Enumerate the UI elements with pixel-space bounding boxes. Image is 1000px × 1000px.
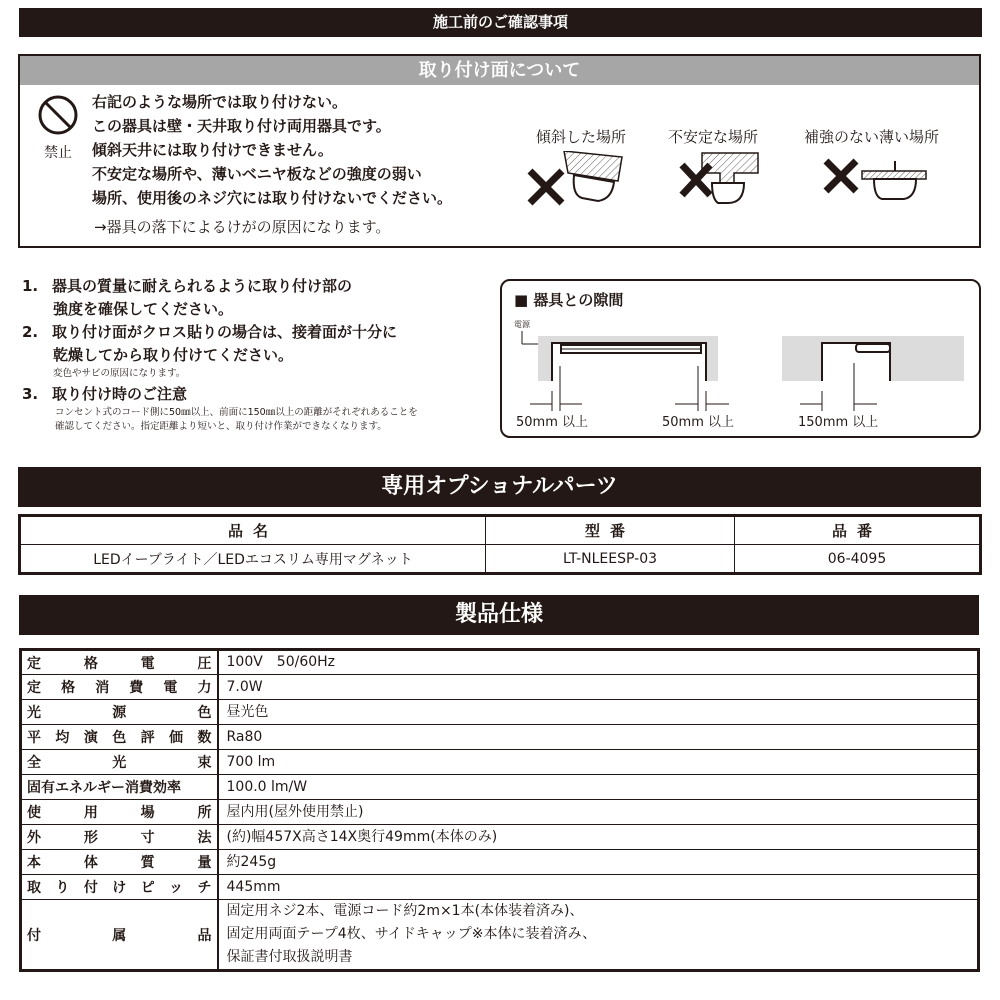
note-subtext: 確認してください。指定距離より短いと、取り付け作業ができなくなります。 (55, 421, 387, 432)
spec-value-line: 屋内用(屋外使用禁止) (226, 803, 364, 820)
spec-key-char: 属 (112, 927, 127, 944)
spec-value (218, 700, 979, 725)
spec-key-text (27, 702, 212, 722)
spec-key-text (27, 925, 212, 945)
thin-board-cross-icon (812, 151, 932, 207)
spec-value-line: 固定用両面テープ4枚、サイドキャップ※本体に装着済み、 (226, 926, 597, 942)
spec-key-char: 均 (55, 730, 70, 746)
spec-key-char: 定 (27, 680, 41, 696)
note-item-1 (22, 275, 492, 298)
spec-key-char: け (112, 880, 127, 896)
spec-key-text (27, 727, 212, 747)
illustration-label: 補強のない薄い場所 (804, 128, 940, 146)
mounting-warning-text (92, 90, 452, 240)
spec-key (21, 725, 218, 750)
illustration-thin-board (804, 126, 939, 207)
spec-key-char: 評 (140, 730, 155, 746)
mounting-surface-panel (18, 54, 981, 248)
spec-key-char: 付 (27, 927, 41, 944)
spec-key-char: 全 (27, 755, 41, 771)
spec-key-text (27, 802, 212, 822)
spec-key-char: 使 (27, 805, 41, 821)
spec-value-line: 100.0 lm/W (226, 778, 308, 795)
note-item-3 (22, 383, 492, 406)
spec-key-char: 量 (197, 855, 212, 871)
note-number: 3. (22, 385, 39, 403)
clearance-title: ■ 器具との隙間 (514, 291, 624, 309)
spec-key-char: 光 (27, 705, 41, 721)
spec-key (21, 900, 218, 971)
illustration-unstable (658, 126, 768, 207)
clearance-front-label: 150mm 以上 (798, 415, 879, 430)
spec-key-char: 平 (27, 730, 41, 746)
prohibit-mark (36, 94, 80, 162)
spec-key (21, 675, 218, 700)
options-table (18, 514, 982, 575)
spec-key-text (27, 677, 212, 697)
table-row (21, 750, 979, 775)
spec-key-char: 圧 (197, 655, 212, 672)
spec-value-line: 固定用ネジ2本、電源コード約2m×1本(本体装着済み)、 (226, 903, 584, 919)
spec-key-char: り (55, 880, 70, 896)
spec-key-char: 色 (112, 730, 127, 746)
spec-key-char: 取 (27, 880, 41, 896)
table-row (21, 700, 979, 725)
spec-value (218, 750, 979, 775)
spec-key-char: 質 (140, 855, 155, 871)
table-row (21, 775, 979, 800)
spec-key-char: ピ (140, 880, 155, 896)
spec-key-char: 格 (61, 680, 76, 696)
note-text: 器具の質量に耐えられるように取り付け部の (52, 277, 353, 295)
spec-value (218, 725, 979, 750)
table-row (21, 800, 979, 825)
spec-key-char: 所 (197, 805, 212, 821)
clearance-right-label: 50mm 以上 (662, 415, 735, 430)
prohibited-circle-icon (37, 94, 79, 136)
spec-key-char: 場 (140, 805, 155, 821)
spec-value (218, 850, 979, 875)
spec-value-line: 445mm (226, 878, 281, 895)
spec-key-char: 束 (197, 755, 212, 771)
illustration-label: 不安定な場所 (667, 128, 758, 146)
spec-key-char: 格 (83, 655, 98, 672)
spec-value-line: 保証書付取扱説明書 (226, 949, 353, 965)
note-text: 強度を確保してください。 (53, 300, 234, 318)
spec-key-char: 色 (197, 705, 212, 721)
table-row (21, 675, 979, 700)
spec-key-char: 寸 (140, 830, 155, 846)
illustration-label: 傾斜した場所 (535, 128, 626, 146)
spec-key-char: 源 (112, 705, 127, 721)
table-header-row (20, 516, 981, 545)
spec-value-line: 100V 50/60Hz (226, 654, 336, 670)
spec-value (218, 900, 979, 971)
spec-value (218, 675, 979, 700)
spec-key-char: 固有エネルギー消費効率 (27, 780, 181, 796)
spec-value-line: 昼光色 (226, 703, 269, 720)
spec-key-char: 消 (95, 680, 110, 696)
option-code: 06-4095 (735, 545, 981, 574)
spec-key (21, 850, 218, 875)
note-text: 乾燥してから取り付けてください。 (53, 346, 294, 364)
spec-key-text (27, 827, 212, 847)
clearance-panel (500, 279, 981, 438)
spec-key-text (27, 852, 212, 872)
column-header-model: 型番 (486, 516, 735, 545)
note-item-2 (22, 321, 492, 344)
spec-key-char: 用 (83, 805, 98, 821)
prohibit-label: 禁止 (44, 145, 72, 161)
note-number: 1. (22, 277, 39, 295)
specs-table (19, 648, 980, 972)
spec-key-char: 体 (83, 855, 98, 871)
unstable-surface-cross-icon (658, 151, 768, 207)
spec-key-char: 付 (83, 880, 98, 896)
spec-key (21, 700, 218, 725)
warning-line: 傾斜天井には取り付けできません。 (92, 141, 333, 159)
spec-key-char: 演 (83, 730, 98, 746)
spec-key-text (27, 877, 212, 897)
spec-key (21, 750, 218, 775)
table-row (21, 875, 979, 900)
spec-key-text (27, 653, 212, 673)
warning-line: 場所、使用後のネジ穴には取り付けないでください。 (92, 189, 453, 207)
spec-key-char: 電 (140, 655, 155, 672)
spec-value (218, 800, 979, 825)
spec-value (218, 875, 979, 900)
spec-key-text (27, 777, 212, 797)
spec-value-line: (約)幅457X高さ14X奥行49mm(本体のみ) (226, 828, 498, 845)
spec-key (21, 800, 218, 825)
spec-key-char: 電 (163, 680, 178, 696)
warning-line: 右記のような場所では取り付けない。 (92, 93, 348, 111)
spec-key-char: チ (197, 880, 212, 896)
spec-key-char: ッ (169, 880, 184, 896)
spec-key (21, 875, 218, 900)
illustration-sloped (526, 126, 636, 207)
spec-key-char: 定 (27, 655, 41, 672)
power-label: 電源 (514, 320, 530, 329)
spec-key (21, 825, 218, 850)
mounting-panel-header: 取り付け面について (20, 56, 979, 85)
column-header-code: 品番 (735, 516, 981, 545)
spec-key-char: 品 (197, 927, 212, 944)
warning-line: この器具は壁・天井取り付け両用器具です。 (92, 117, 391, 135)
installation-notes (22, 275, 492, 434)
spec-key-char: 数 (197, 730, 212, 746)
spec-value-line: Ra80 (226, 728, 263, 745)
spec-value-line: 約245g (226, 853, 277, 870)
section-header-specs: 製品仕様 (19, 595, 979, 635)
spec-key-char: 本 (27, 855, 41, 871)
note-subtext: コンセント式のコード側に50㎜以上、前面に150㎜以上の距離がそれぞれあることを (55, 407, 418, 418)
table-row (20, 545, 981, 574)
option-name: LEDイーブライト／LEDエコスリム専用マグネット (20, 545, 486, 574)
spec-key-char: 費 (129, 680, 144, 696)
spec-key-char: 光 (112, 755, 127, 771)
spec-key-char: 法 (197, 830, 212, 846)
spec-value-line: 7.0W (226, 678, 263, 695)
table-row (21, 825, 979, 850)
warning-consequence: →器具の落下によるけがの原因になります。 (94, 218, 391, 236)
table-row (21, 725, 979, 750)
spec-value (218, 775, 979, 800)
section-header-precheck: 施工前のご確認事項 (19, 8, 982, 37)
table-row (21, 900, 979, 971)
column-header-name: 品名 (20, 516, 486, 545)
spec-key (21, 775, 218, 800)
warning-line: 不安定な場所や、薄いベニヤ板などの強度の弱い (92, 165, 422, 183)
spec-key-char: 外 (27, 830, 41, 846)
option-model: LT-NLEESP-03 (486, 545, 735, 574)
note-text: 取り付け面がクロス貼りの場合は、接着面が十分に (52, 323, 398, 341)
sloped-ceiling-cross-icon (526, 151, 636, 207)
spec-key-char: 形 (83, 830, 98, 846)
spec-key-char: 価 (169, 730, 184, 746)
spec-value (218, 825, 979, 850)
spec-value (218, 650, 979, 675)
table-row (21, 650, 979, 675)
section-header-options: 専用オプショナルパーツ (18, 467, 981, 507)
table-row (21, 850, 979, 875)
note-subtext: 変色やサビの原因になります。 (53, 368, 186, 379)
clearance-left-label: 50mm 以上 (516, 415, 589, 430)
spec-key-char: 力 (197, 680, 212, 696)
note-text: 取り付け時のご注意 (52, 385, 188, 403)
spec-key-text (27, 752, 212, 772)
spec-key (21, 650, 218, 675)
note-number: 2. (22, 323, 39, 341)
spec-value-line: 700 lm (226, 753, 276, 770)
